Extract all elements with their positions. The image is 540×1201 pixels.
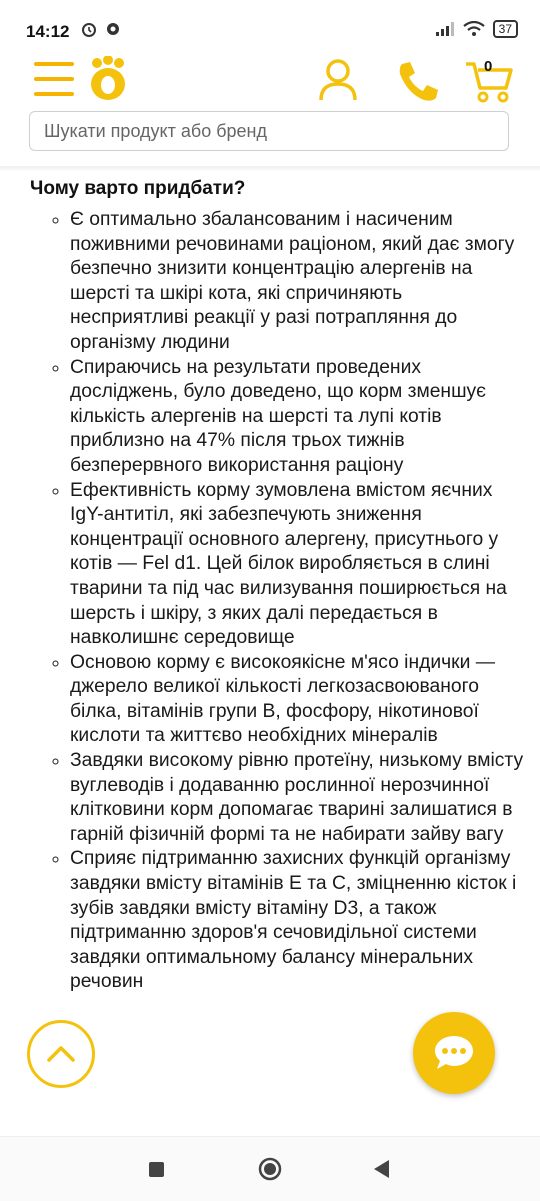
scroll-to-top-button[interactable]: [27, 1020, 95, 1088]
list-item: ◦ Ефективність корму зумовлена вмістом яєчних IgY-антитіл, які забезпечують зниження концентрації основного алергену, присутнього у котів — Fel d1. Цей білок виробляється в слині тварини та під час вилизування поширюється на шерсть і шкіру, з яких далі передається в навколишнє середовище: [70, 479, 525, 651]
search-input[interactable]: [30, 112, 508, 150]
recent-apps-button[interactable]: [149, 1162, 164, 1177]
status-time: 14:12: [26, 22, 70, 41]
phone-icon[interactable]: [396, 60, 440, 102]
chevron-up-icon: [46, 1044, 76, 1064]
section-title: Чому варто придбати?: [30, 178, 246, 199]
list-item: ◦ Сприяє підтриманню захисних функцій організму завдяки вмісту вітамінів Е та С, зміцненню кісток і зубів завдяки вмісту вітаміну D3, а також підтриманню здоров'я сечовидільної системи завдяки оптимальному балансу мінеральних речовин: [70, 847, 525, 995]
status-system-icons: [435, 20, 518, 38]
chat-button[interactable]: [413, 1012, 495, 1094]
chat-notification-icon: [104, 20, 122, 38]
product-description: [0, 172, 540, 1136]
back-button[interactable]: [371, 1157, 391, 1181]
list-item: ◦ Основою корму є високоякісне м'ясо індички — джерело великої кількості легкозасвоюваного білка, вітамінів групи В, фосфору, нікотинової кислоти та життєво необхідних мінералів: [70, 651, 525, 749]
chat-bubble-icon: [432, 1033, 476, 1073]
user-icon[interactable]: [318, 58, 358, 102]
battery-indicator: 37: [493, 20, 518, 38]
cart-count-badge: 0: [484, 58, 493, 75]
home-button[interactable]: [258, 1157, 282, 1181]
list-item: ◦ Є оптимально збалансованим і насиченим поживними речовинами раціоном, який дає змогу безпечно знизити концентрацію алергенів на шерсті та шкірі кота, які спричиняють несприятливі реакції у разі потрапляння до організму людини: [70, 208, 525, 356]
search-box[interactable]: [29, 111, 509, 151]
list-item: ◦ Спираючись на результати проведених досліджень, було доведено, що корм зменшує кількість алергенів на шерсті та лупі котів приблизно на 47% після трьох тижнів безперервного використання раціону: [70, 356, 525, 479]
site-header: [0, 52, 540, 108]
list-item: ◦ Завдяки високому рівню протеїну, низькому вмісту вуглеводів і додаванню рослинної нерозчинної клітковини корм допомагає тварині залишатися в гарній фізичній формі та не набирати зайву вагу: [70, 749, 525, 847]
alarm-icon: [80, 20, 98, 38]
paw-logo-icon[interactable]: [88, 56, 128, 102]
menu-icon[interactable]: [34, 62, 74, 96]
wifi-icon: [463, 21, 485, 37]
benefits-list: [50, 208, 525, 995]
system-nav-bar: [0, 1136, 540, 1201]
signal-icon: [435, 21, 455, 37]
status-bar: [0, 0, 540, 52]
status-notifications: [80, 20, 122, 38]
